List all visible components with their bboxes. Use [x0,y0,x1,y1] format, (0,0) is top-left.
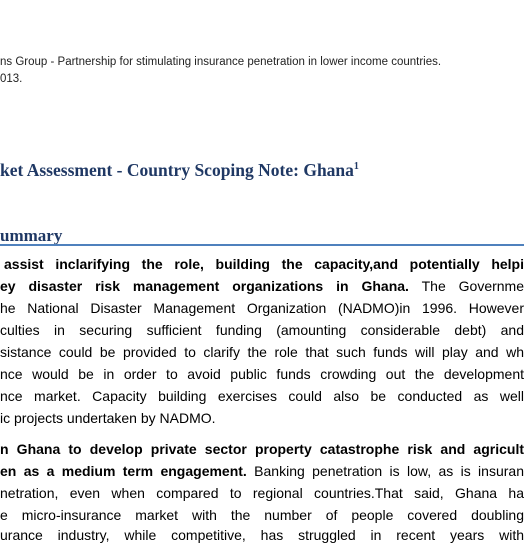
para1-line-2-bold: ey disaster risk management organizations in Ghana. [0,278,409,294]
document-title [0,160,524,181]
para1-line-4: culties in securing sufficient funding (amounting considerable debt) and [0,322,524,338]
para2-line-2-rest: Banking penetration is low, as is insuran [246,463,524,479]
para1-line-7: nce market. Capacity building exercises could also be conducted as well [0,388,524,404]
para1-line-2 [0,278,524,294]
para2-line-2 [0,463,524,479]
para2-line-2-bold: en as a medium term engagement. [0,463,247,479]
footnote-line-2: 013. [0,73,23,85]
para1-line-2-rest: The Governme [408,278,524,294]
heading-underline [0,244,524,246]
para2-line-4: e micro-insurance market with the number of people covered doubling [0,507,524,523]
document-title-text: ket Assessment - Country Scoping Note: Ghana [0,160,354,180]
para1-line-1: assist inclarifying the role, building the capacity,and potentially helpi [4,256,524,272]
para2-line-3: netration, even when compared to regional countries.That said, Ghana ha [0,485,524,501]
para1-line-8: ic projects undertaken by NADMO. [0,410,216,426]
para2-line-1: n Ghana to develop private sector property catastrophe risk and agricult [0,441,524,457]
footnote-marker: 1 [353,161,359,173]
footnote-line-1: ns Group - Partnership for stimulating insurance penetration in lower income countries. [0,56,442,68]
para2-line-5: urance industry, while competitive, has struggled in recent years with [0,527,524,543]
para1-line-3: he National Disaster Management Organization (NADMO)in 1996. However [0,300,524,316]
section-heading: ummary [0,226,63,245]
para1-line-5: sistance could be provided to clarify the role that such funds will play and wh [0,344,524,360]
para1-line-6: nce would be in order to avoid public funds crowding out the development [0,366,524,382]
